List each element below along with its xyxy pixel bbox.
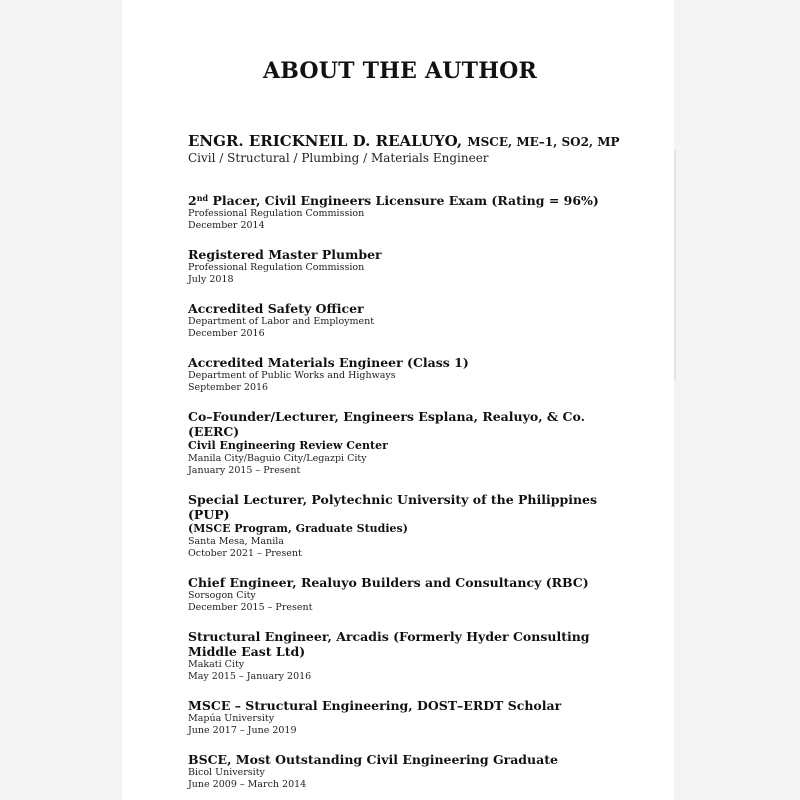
page-edge-divider <box>674 150 676 380</box>
list-item <box>188 193 618 232</box>
entry-detail: Santa Mesa, Manila <box>188 536 284 547</box>
entry-detail: Department of Labor and Employment <box>188 316 375 327</box>
author-credentials: MSCE, ME–1, SO2, MP <box>467 135 620 149</box>
entry-heading: Chief Engineer, Realuyo Builders and Consultancy (RBC) <box>188 575 589 590</box>
entry-date: October 2021 – Present <box>188 548 302 559</box>
entry-heading: Special Lecturer, Polytechnic University of the Philippines (PUP) <box>188 492 598 522</box>
list-item <box>188 752 618 791</box>
entry-date: June 2009 – March 2014 <box>188 779 307 790</box>
entry-heading: Co–Founder/Lecturer, Engineers Esplana, Realuyo, & Co. (EERC) <box>188 409 585 439</box>
entry-date: June 2017 – June 2019 <box>188 725 297 736</box>
entry-detail: Sorsogon City <box>188 590 256 601</box>
credentials-list <box>188 193 618 791</box>
entry-heading: Structural Engineer, Arcadis (Formerly Hyder Consulting Middle East Ltd) <box>188 629 590 659</box>
entry-date: December 2015 – Present <box>188 602 313 613</box>
entry-heading-ordinal: 2 <box>188 193 197 208</box>
entry-heading: MSCE – Structural Engineering, DOST–ERDT Scholar <box>188 698 562 713</box>
entry-detail: Makati City <box>188 659 245 670</box>
author-name-line <box>188 132 620 150</box>
entry-heading <box>188 193 618 208</box>
author-name: ENGR. ERICKNEIL D. REALUYO, <box>188 132 463 150</box>
entry-detail: Department of Public Works and Highways <box>188 370 396 381</box>
list-item <box>188 492 618 560</box>
entry-heading-superscript: nd <box>196 193 209 203</box>
list-item <box>188 575 618 614</box>
entry-date: December 2016 <box>188 328 265 339</box>
entry-subheading: (MSCE Program, Graduate Studies) <box>188 522 408 535</box>
entry-date: December 2014 <box>188 220 265 231</box>
entry-detail: Professional Regulation Commission <box>188 208 365 219</box>
list-item <box>188 355 618 394</box>
list-item <box>188 301 618 340</box>
entry-subheading: Civil Engineering Review Center <box>188 439 388 452</box>
entry-heading: Registered Master Plumber <box>188 247 382 262</box>
list-item <box>188 247 618 286</box>
entry-heading: Accredited Safety Officer <box>188 301 364 316</box>
entry-detail: Mapúa University <box>188 713 275 724</box>
entry-detail: Bicol University <box>188 767 265 778</box>
entry-heading: Accredited Materials Engineer (Class 1) <box>188 355 469 370</box>
entry-date: July 2018 <box>188 274 234 285</box>
author-role: Civil / Structural / Plumbing / Materials Engineer <box>188 151 489 165</box>
entry-date: January 2015 – Present <box>188 465 301 476</box>
entry-date: May 2015 – January 2016 <box>188 671 312 682</box>
entry-heading: BSCE, Most Outstanding Civil Engineering Graduate <box>188 752 558 767</box>
entry-date: September 2016 <box>188 382 269 393</box>
list-item <box>188 409 618 477</box>
list-item <box>188 629 618 683</box>
entry-heading-text: Placer, Civil Engineers Licensure Exam (Rating = 96%) <box>212 193 599 208</box>
entry-detail: Manila City/Baguio City/Legazpi City <box>188 453 367 464</box>
page-title: ABOUT THE AUTHOR <box>262 58 538 84</box>
entry-detail: Professional Regulation Commission <box>188 262 365 273</box>
list-item <box>188 698 618 737</box>
